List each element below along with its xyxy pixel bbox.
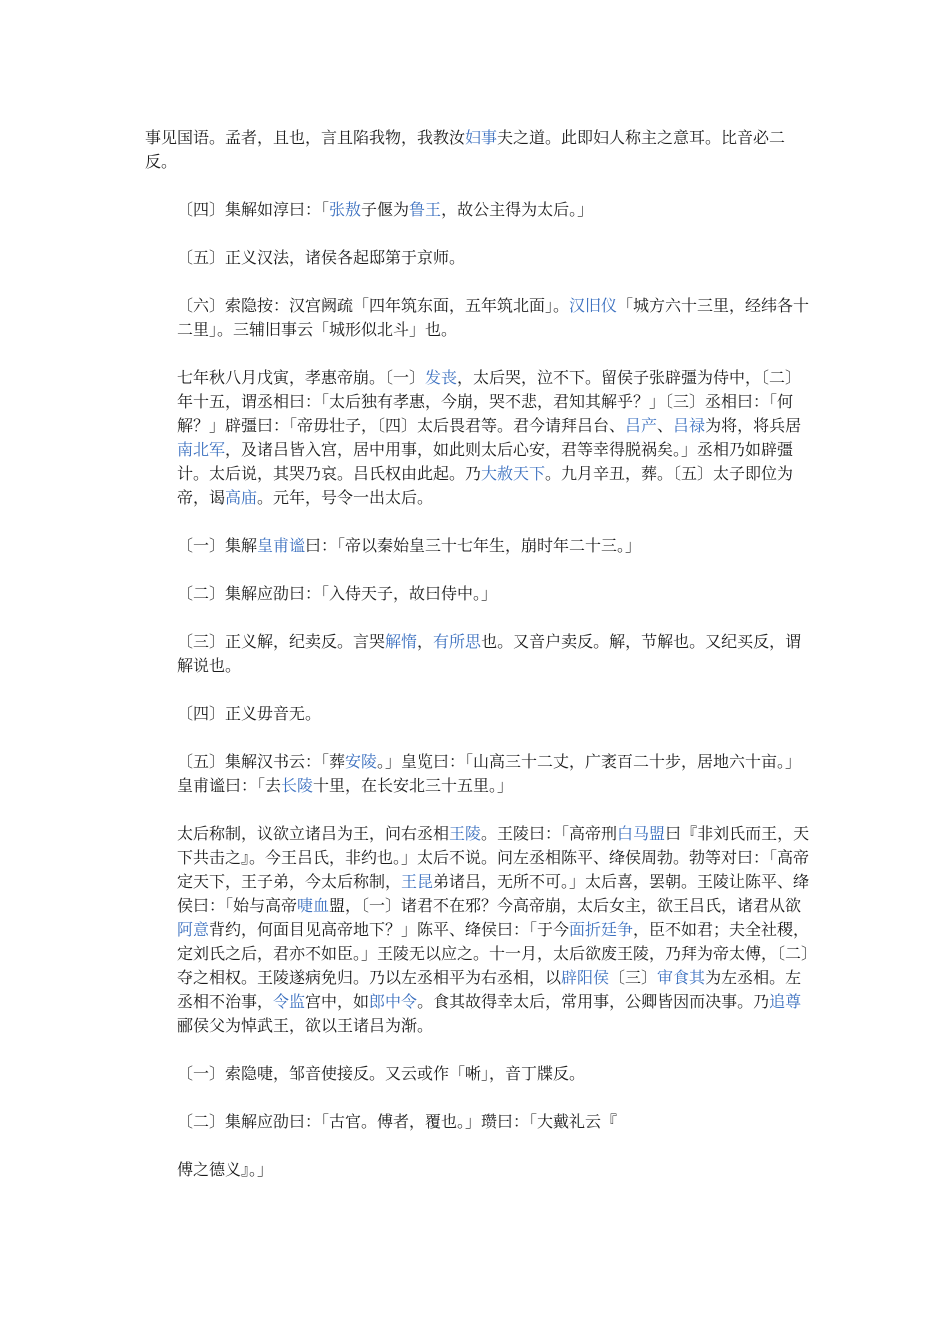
hyperlink[interactable]: 辟阳侯 bbox=[561, 968, 610, 987]
body-text: 背约，何面目见高帝地下？」陈平、绛侯曰：「于今 bbox=[209, 920, 570, 939]
body-text: 子偃为 bbox=[361, 200, 410, 219]
body-text: 〔四〕正义毋音无。 bbox=[177, 704, 322, 723]
body-text: 傅之德义』。」 bbox=[177, 1160, 274, 1179]
body-text: ， bbox=[417, 632, 434, 651]
hyperlink[interactable]: 审食其 bbox=[657, 968, 706, 987]
body-text: 。元年，号令一出太后。 bbox=[257, 488, 434, 507]
paragraph bbox=[145, 198, 810, 222]
body-text: 郦侯父为悼武王，欲以王诸吕为渐。 bbox=[177, 1016, 434, 1035]
body-text: 。九月辛丑，葬。〔五〕太子即位为帝，谒 bbox=[177, 464, 794, 507]
paragraph bbox=[145, 582, 810, 606]
body-text: 「城方六十三里，经纬各十二里」。三辅旧事云「城形似北斗」也。 bbox=[177, 296, 810, 339]
hyperlink[interactable]: 汉旧仪 bbox=[569, 296, 618, 315]
paragraph bbox=[145, 630, 810, 678]
body-text: 盟，〔一〕诸君不在邪？今高帝崩，太后女主，欲王吕氏，诸君从欲 bbox=[329, 896, 802, 915]
hyperlink[interactable]: 长陵 bbox=[281, 776, 314, 795]
body-text: ，臣不如君；夫全社稷，定刘氏之后，君亦不如臣。」王陵无以应之。十一月，太后欲废王陵，乃拜为帝太傅，〔二〕夺之相权。王陵遂病免归。乃以左丞相平为右丞相，以 bbox=[177, 920, 810, 987]
body-text: 〔三〕正义解，纪卖反。言哭 bbox=[177, 632, 386, 651]
paragraph bbox=[145, 822, 810, 1038]
paragraph bbox=[145, 1158, 810, 1182]
hyperlink[interactable]: 有所思 bbox=[433, 632, 482, 651]
body-text: 。王陵曰：「高帝刑 bbox=[481, 824, 618, 843]
body-text: 弟诸吕，无所不可。」太后喜，罢朝。王陵让陈平、绛侯曰：「始与高帝 bbox=[177, 872, 810, 915]
body-text: 〔一〕集解 bbox=[177, 536, 258, 555]
body-text: ，故公主得为太后。」 bbox=[441, 200, 594, 219]
hyperlink[interactable]: 王昆 bbox=[401, 872, 434, 891]
hyperlink[interactable]: 吕禄 bbox=[673, 416, 706, 435]
body-text: 宫中，如 bbox=[305, 992, 370, 1011]
body-text: 〔二〕集解应劭曰：「入侍天子，故曰侍中。」 bbox=[177, 584, 498, 603]
paragraph bbox=[145, 750, 810, 798]
paragraph bbox=[145, 366, 810, 510]
hyperlink[interactable]: 解惰 bbox=[385, 632, 418, 651]
hyperlink[interactable]: 妇事 bbox=[465, 128, 498, 147]
body-text: 〔一〕索隐啑，邹音使接反。又云或作「唽」，音丁牒反。 bbox=[177, 1064, 586, 1083]
paragraph bbox=[145, 1110, 810, 1134]
hyperlink[interactable]: 追尊 bbox=[769, 992, 802, 1011]
body-text: 七年秋八月戊寅，孝惠帝崩。〔一〕 bbox=[177, 368, 426, 387]
body-text: 太后称制，议欲立诸吕为王，问右丞相 bbox=[177, 824, 450, 843]
paragraph bbox=[145, 246, 810, 270]
hyperlink[interactable]: 皇甫谧 bbox=[257, 536, 306, 555]
hyperlink[interactable]: 大赦天下 bbox=[481, 464, 546, 483]
paragraph bbox=[145, 702, 810, 726]
body-text: 〔五〕正义汉法，诸侯各起邸第于京师。 bbox=[177, 248, 466, 267]
hyperlink[interactable]: 张敖 bbox=[329, 200, 362, 219]
hyperlink[interactable]: 阿意 bbox=[177, 920, 210, 939]
hyperlink[interactable]: 令监 bbox=[273, 992, 306, 1011]
body-text: 为左丞相。左丞相不治事， bbox=[177, 968, 802, 1011]
body-text: 也。又音户卖反。解，节解也。又纪买反，谓解说也。 bbox=[177, 632, 802, 675]
hyperlink[interactable]: 安陵 bbox=[345, 752, 378, 771]
body-text: 曰『非刘氏而王，天下共击之』。今王吕氏，非约也。」太后不说。问左丞相陈平、绛侯周勃。勃等对曰：「高帝定天下，王子弟，今太后称制， bbox=[177, 824, 810, 891]
hyperlink[interactable]: 啑血 bbox=[297, 896, 330, 915]
hyperlink[interactable]: 高庙 bbox=[225, 488, 258, 507]
paragraph bbox=[145, 294, 810, 342]
body-text: 曰：「帝以秦始皇三十七年生，崩时年二十三。」 bbox=[305, 536, 642, 555]
body-text: 夫之道。此即妇人称主之意耳。比音必二反。 bbox=[145, 128, 786, 171]
paragraph bbox=[145, 126, 810, 174]
hyperlink[interactable]: 吕产 bbox=[625, 416, 658, 435]
hyperlink[interactable]: 白马盟 bbox=[617, 824, 666, 843]
body-text: ，及诸吕皆入宫，居中用事，如此则太后心安，君等幸得脱祸矣。」丞相乃如辟彊计。太后说，其哭乃哀。吕氏权由此起。乃 bbox=[177, 440, 794, 483]
hyperlink[interactable]: 面折廷争 bbox=[569, 920, 634, 939]
hyperlink[interactable]: 鲁王 bbox=[409, 200, 442, 219]
body-text: 。食其故得幸太后，常用事，公卿皆因而决事。乃 bbox=[417, 992, 770, 1011]
hyperlink[interactable]: 发丧 bbox=[425, 368, 458, 387]
paragraph bbox=[145, 534, 810, 558]
body-text: 〔二〕集解应劭曰：「古官。傅者，覆也。」瓒曰：「大戴礼云『 bbox=[177, 1112, 618, 1131]
body-text: 〔六〕索隐按：汉宫阙疏「四年筑东面，五年筑北面」。 bbox=[177, 296, 570, 315]
body-text: 〔四〕集解如淳曰：「 bbox=[177, 200, 330, 219]
body-text: 十里，在长安北三十五里。」 bbox=[313, 776, 514, 795]
hyperlink[interactable]: 王陵 bbox=[449, 824, 482, 843]
body-text: 为将，将兵居 bbox=[705, 416, 802, 435]
body-text: 、 bbox=[657, 416, 674, 435]
body-text: 〔三〕 bbox=[609, 968, 658, 987]
hyperlink[interactable]: 郎中令 bbox=[369, 992, 418, 1011]
body-text: ，太后哭，泣不下。留侯子张辟彊为侍中，〔二〕年十五，谓丞相曰：「太后独有孝惠，今崩，哭不悲，君知其解乎？」〔三〕丞相曰：「何解？」辟彊曰：「帝毋壮子，〔四〕太后畏君等。君今请拜吕台、 bbox=[177, 368, 802, 435]
hyperlink[interactable]: 南北军 bbox=[177, 440, 226, 459]
body-text: 。」皇览曰：「山高三十二丈，广袤百二十步，居地六十亩。」皇甫谧曰：「去 bbox=[177, 752, 802, 795]
paragraph bbox=[145, 1062, 810, 1086]
body-text: 〔五〕集解汉书云：「葬 bbox=[177, 752, 346, 771]
body-text: 事见国语。孟者，且也，言且陷我物，我教汝 bbox=[145, 128, 466, 147]
